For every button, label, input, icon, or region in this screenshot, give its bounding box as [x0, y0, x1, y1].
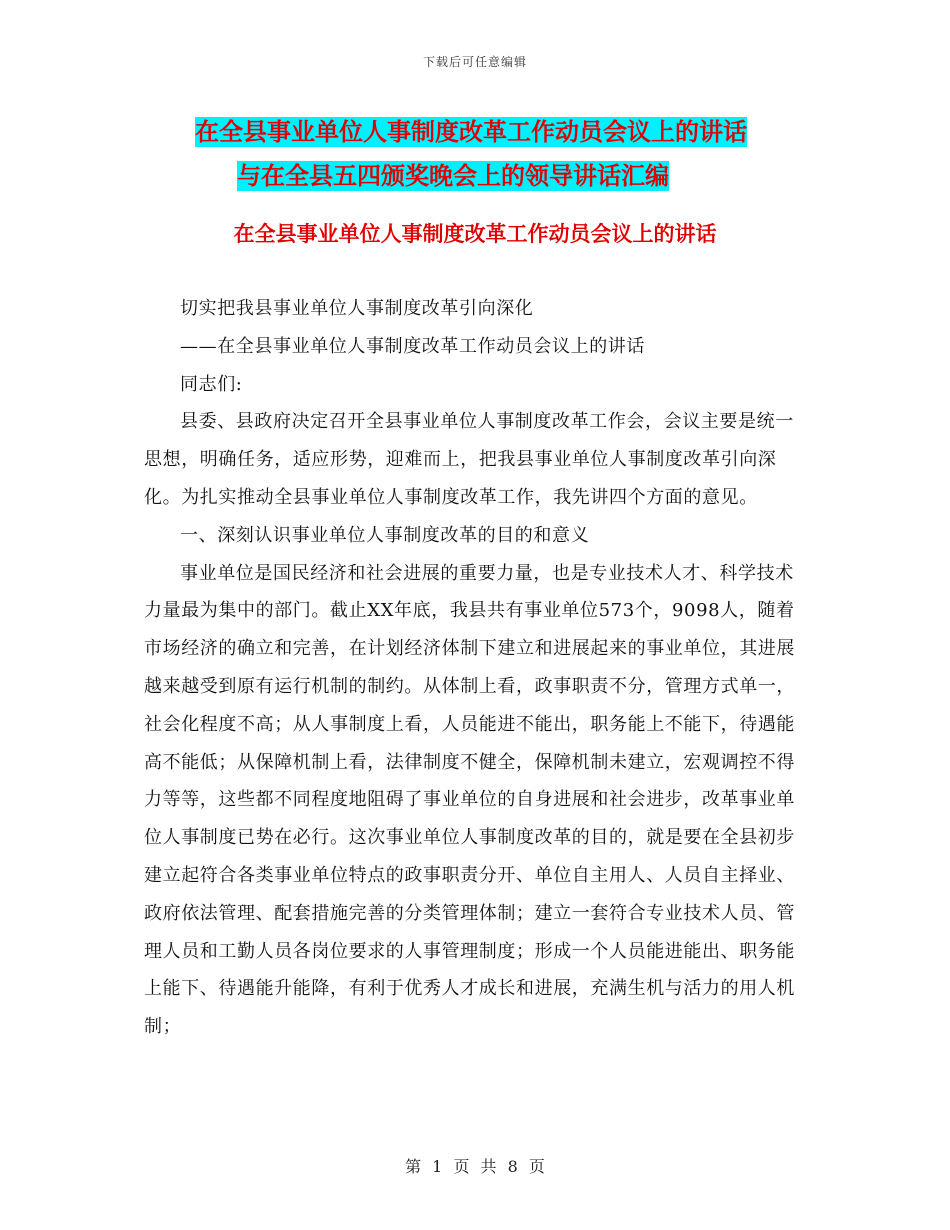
salutation: 同志们:: [180, 373, 243, 395]
speech-subheading: ——在全县事业单位人事制度改革工作动员会议上的讲话: [180, 335, 645, 357]
body-text: [144, 290, 800, 1046]
speech-heading: 切实把我县事业单位人事制度改革引向深化: [180, 298, 534, 319]
document-title-line-2: 与在全县五四颁奖晚会上的领导讲话汇编: [237, 162, 669, 190]
section-heading-1: 一、深刻认识事业单位人事制度改革的目的和意义: [180, 524, 590, 546]
page-footer: 第 1 页 共 8 页: [405, 1157, 545, 1176]
section-title: 在全县事业单位人事制度改革工作动员会议上的讲话: [233, 222, 717, 246]
document-title: [195, 110, 815, 198]
document-title-line-1: 在全县事业单位人事制度改革工作动员会议上的讲话: [195, 118, 747, 146]
paragraph-intro: 县委、县政府决定召开全县事业单位人事制度改革工作会，会议主要是统一思想，明确任务，适应形势，迎难而上，把我县事业单位人事制度改革引向深化。为扎实推动全县事业单位人事制度改革工作，我先讲四个方面的意见。: [144, 411, 794, 508]
paragraph-1: 事业单位是国民经济和社会进展的重要力量，也是专业技术人才、科学技术力量最为集中的部门。截止XX年底，我县共有事业单位573个，9098人，随着市场经济的确立和完善，在计划经济体制下建立和进展起来的事业单位，其进展越来越受到原有运行机制的制约。从体制上看，政事职责不分，管理方式单一，社会化程度不高；从人事制度上看，人员能进不能出，职务能上不能下，待遇能高不能低；从保障机制上看，法律制度不健全，保障机制未建立，宏观调控不得力等等，这些都不同程度地阻碍了事业单位的自身进展和社会进步，改革事业单位人事制度已势在必行。这次事业单位人事制度改革的目的，就是要在全县初步建立起符合各类事业单位特点的政事职责分开、单位自主用人、人员自主择业、政府依法管理、配套措施完善的分类管理体制；建立一套符合专业技术人员、管理人员和工勤人员各岗位要求的人事管理制度；形成一个人员能进能出、职务能上能下、待遇能升能降，有利于优秀人才成长和进展，充满生机与活力的用人机制；: [144, 562, 795, 1038]
header-note: 下载后可任意编辑: [422, 55, 527, 69]
